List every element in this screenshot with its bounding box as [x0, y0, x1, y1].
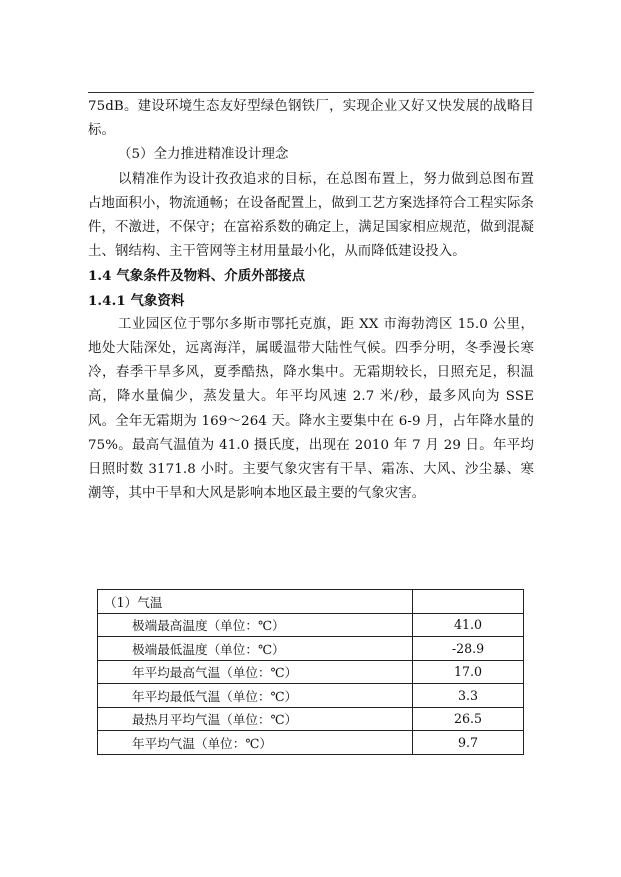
table-row	[98, 684, 524, 708]
climate-table	[97, 589, 524, 755]
table-row	[98, 707, 524, 731]
table-row-value: 9.7	[413, 731, 524, 755]
table-row-label: 极端最高温度（单位：℃）	[98, 613, 413, 637]
subsection-title: 1.4.1 气象资料	[88, 292, 185, 309]
item5-body: 以精准作为设计孜孜追求的目标，在总图布置上，努力做到总图布置占地面积小，物流通畅；在设备配置上，做到工艺方案选择符合工程实际条件，不激进，不保守；在富裕系数的确定上，满足国家相应规范，做到混凝土、钢结构、主干管网等主材用量最小化，从而降低建设投入。	[88, 171, 534, 260]
table-row	[98, 731, 524, 755]
table-row-label: 最热月平均气温（单位：℃）	[98, 707, 413, 731]
header-rule	[88, 92, 534, 93]
table-row	[98, 660, 524, 684]
table-section-value	[413, 590, 524, 614]
table-row-value: 3.3	[413, 684, 524, 708]
climate-paragraph: 工业园区位于鄂尔多斯市鄂托克旗，距 XX 市海勃湾区 15.0 公里，地处大陆深处，远离海洋，属暖温带大陆性气候。四季分明，冬季漫长寒冷，春季干旱多风，夏季酷热，降水集中。无霜期较长，日照充足，积温高，降水量偏少，蒸发量大。年平均风速 2.7 米/秒，最多风向为 SSE 风。全年无霜期为 169～264 天。降水主要集中在 6-9 月，占年降水量的 75%。最高气温值为 41.0 摄氏度，出现在 2010 年 7 月 29 日。年平均日照时数 3171.8 小时。主要气象灾害有干旱、霜冻、大风、沙尘暴、寒潮等，其中干旱和大风是影响本地区最主要的气象灾害。	[88, 316, 534, 502]
table-row	[98, 613, 524, 637]
paragraph-env-goal: 75dB。建设环境生态友好型绿色钢铁厂，实现企业又好又快发展的战略目标。	[88, 99, 534, 139]
table-row-value: 17.0	[413, 660, 524, 684]
table-row-value: -28.9	[413, 637, 524, 661]
table-row-label: 年平均最低气温（单位：℃）	[98, 684, 413, 708]
table-row-label: 极端最低温度（单位：℃）	[98, 637, 413, 661]
table-row-value: 26.5	[413, 707, 524, 731]
table-row-label: 年平均气温（单位：℃）	[98, 731, 413, 755]
table-row-value: 41.0	[413, 613, 524, 637]
table-row-label: 年平均最高气温（单位：℃）	[98, 660, 413, 684]
section-title: 1.4 气象条件及物料、介质外部接点	[88, 268, 306, 285]
table-section-label: （1）气温	[98, 590, 413, 614]
table-row	[98, 637, 524, 661]
item5-title: （5）全力推进精准设计理念	[118, 147, 289, 163]
body-text	[88, 95, 534, 506]
table-section-row	[98, 590, 524, 614]
